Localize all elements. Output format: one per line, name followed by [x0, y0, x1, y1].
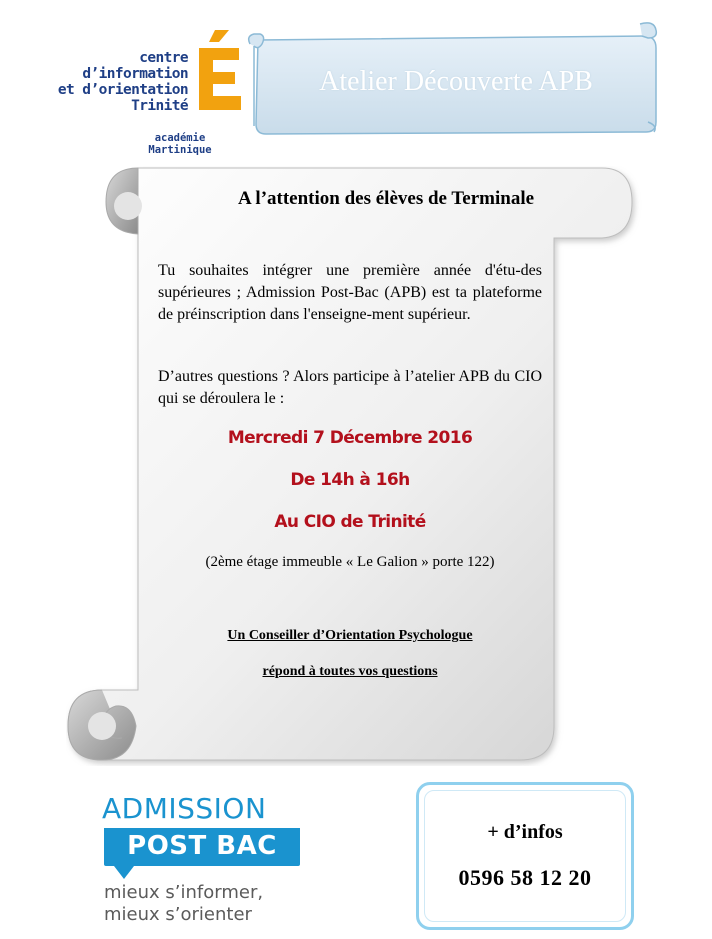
apb-title: ADMISSION	[102, 792, 267, 825]
scroll-heading: A l’attention des élèves de Terminale	[238, 188, 535, 209]
counselor-line2: répond à toutes vos questions	[262, 664, 438, 679]
banner-title: Atelier Découverte APB	[319, 66, 593, 97]
counselor-line1: Un Conseiller d’Orientation Psychologue	[227, 628, 473, 643]
info-phone: 0596 58 12 20	[458, 865, 592, 890]
info-box-inner-border	[424, 790, 626, 922]
intro-paragraph: Tu souhaites intégrer une première année d'étu-des supérieures ; Admission Post-Bac (APB) est ta plateforme de préinscription dans l'enseigne-ment supérieur.	[158, 262, 542, 323]
info-box	[416, 782, 634, 930]
apb-badge	[104, 828, 300, 866]
info-label: + d’infos	[487, 821, 563, 843]
accented-e-logo-icon	[185, 28, 245, 112]
apb-badge-text: POST BAC	[127, 831, 277, 861]
event-date: Mercredi 7 Décembre 2016	[227, 428, 473, 448]
questions-paragraph: D’autres questions ? Alors participe à l’atelier APB du CIO qui se déroulera le :	[158, 368, 542, 407]
event-time: De 14h à 16h	[290, 470, 410, 490]
event-place: Au CIO de Trinité	[274, 512, 426, 532]
cio-academy-line1: académie	[154, 132, 206, 144]
cio-academy-line2: Martinique	[148, 144, 212, 156]
apb-logo	[100, 792, 320, 932]
title-banner	[244, 22, 660, 136]
cio-logo	[40, 14, 250, 164]
location-detail: (2ème étage immeuble « Le Galion » porte 122)	[205, 554, 495, 570]
cio-academy	[140, 132, 220, 156]
cio-name-line3: Trinité	[131, 98, 188, 114]
cio-name-line1: centre d’information	[82, 50, 188, 82]
cio-name-line2: et d’orientation	[57, 82, 188, 98]
speech-tail-icon	[114, 866, 134, 880]
apb-tagline2: mieux s’orienter	[104, 904, 252, 925]
cio-name	[40, 50, 188, 114]
apb-tagline1: mieux s’informer,	[104, 882, 264, 903]
